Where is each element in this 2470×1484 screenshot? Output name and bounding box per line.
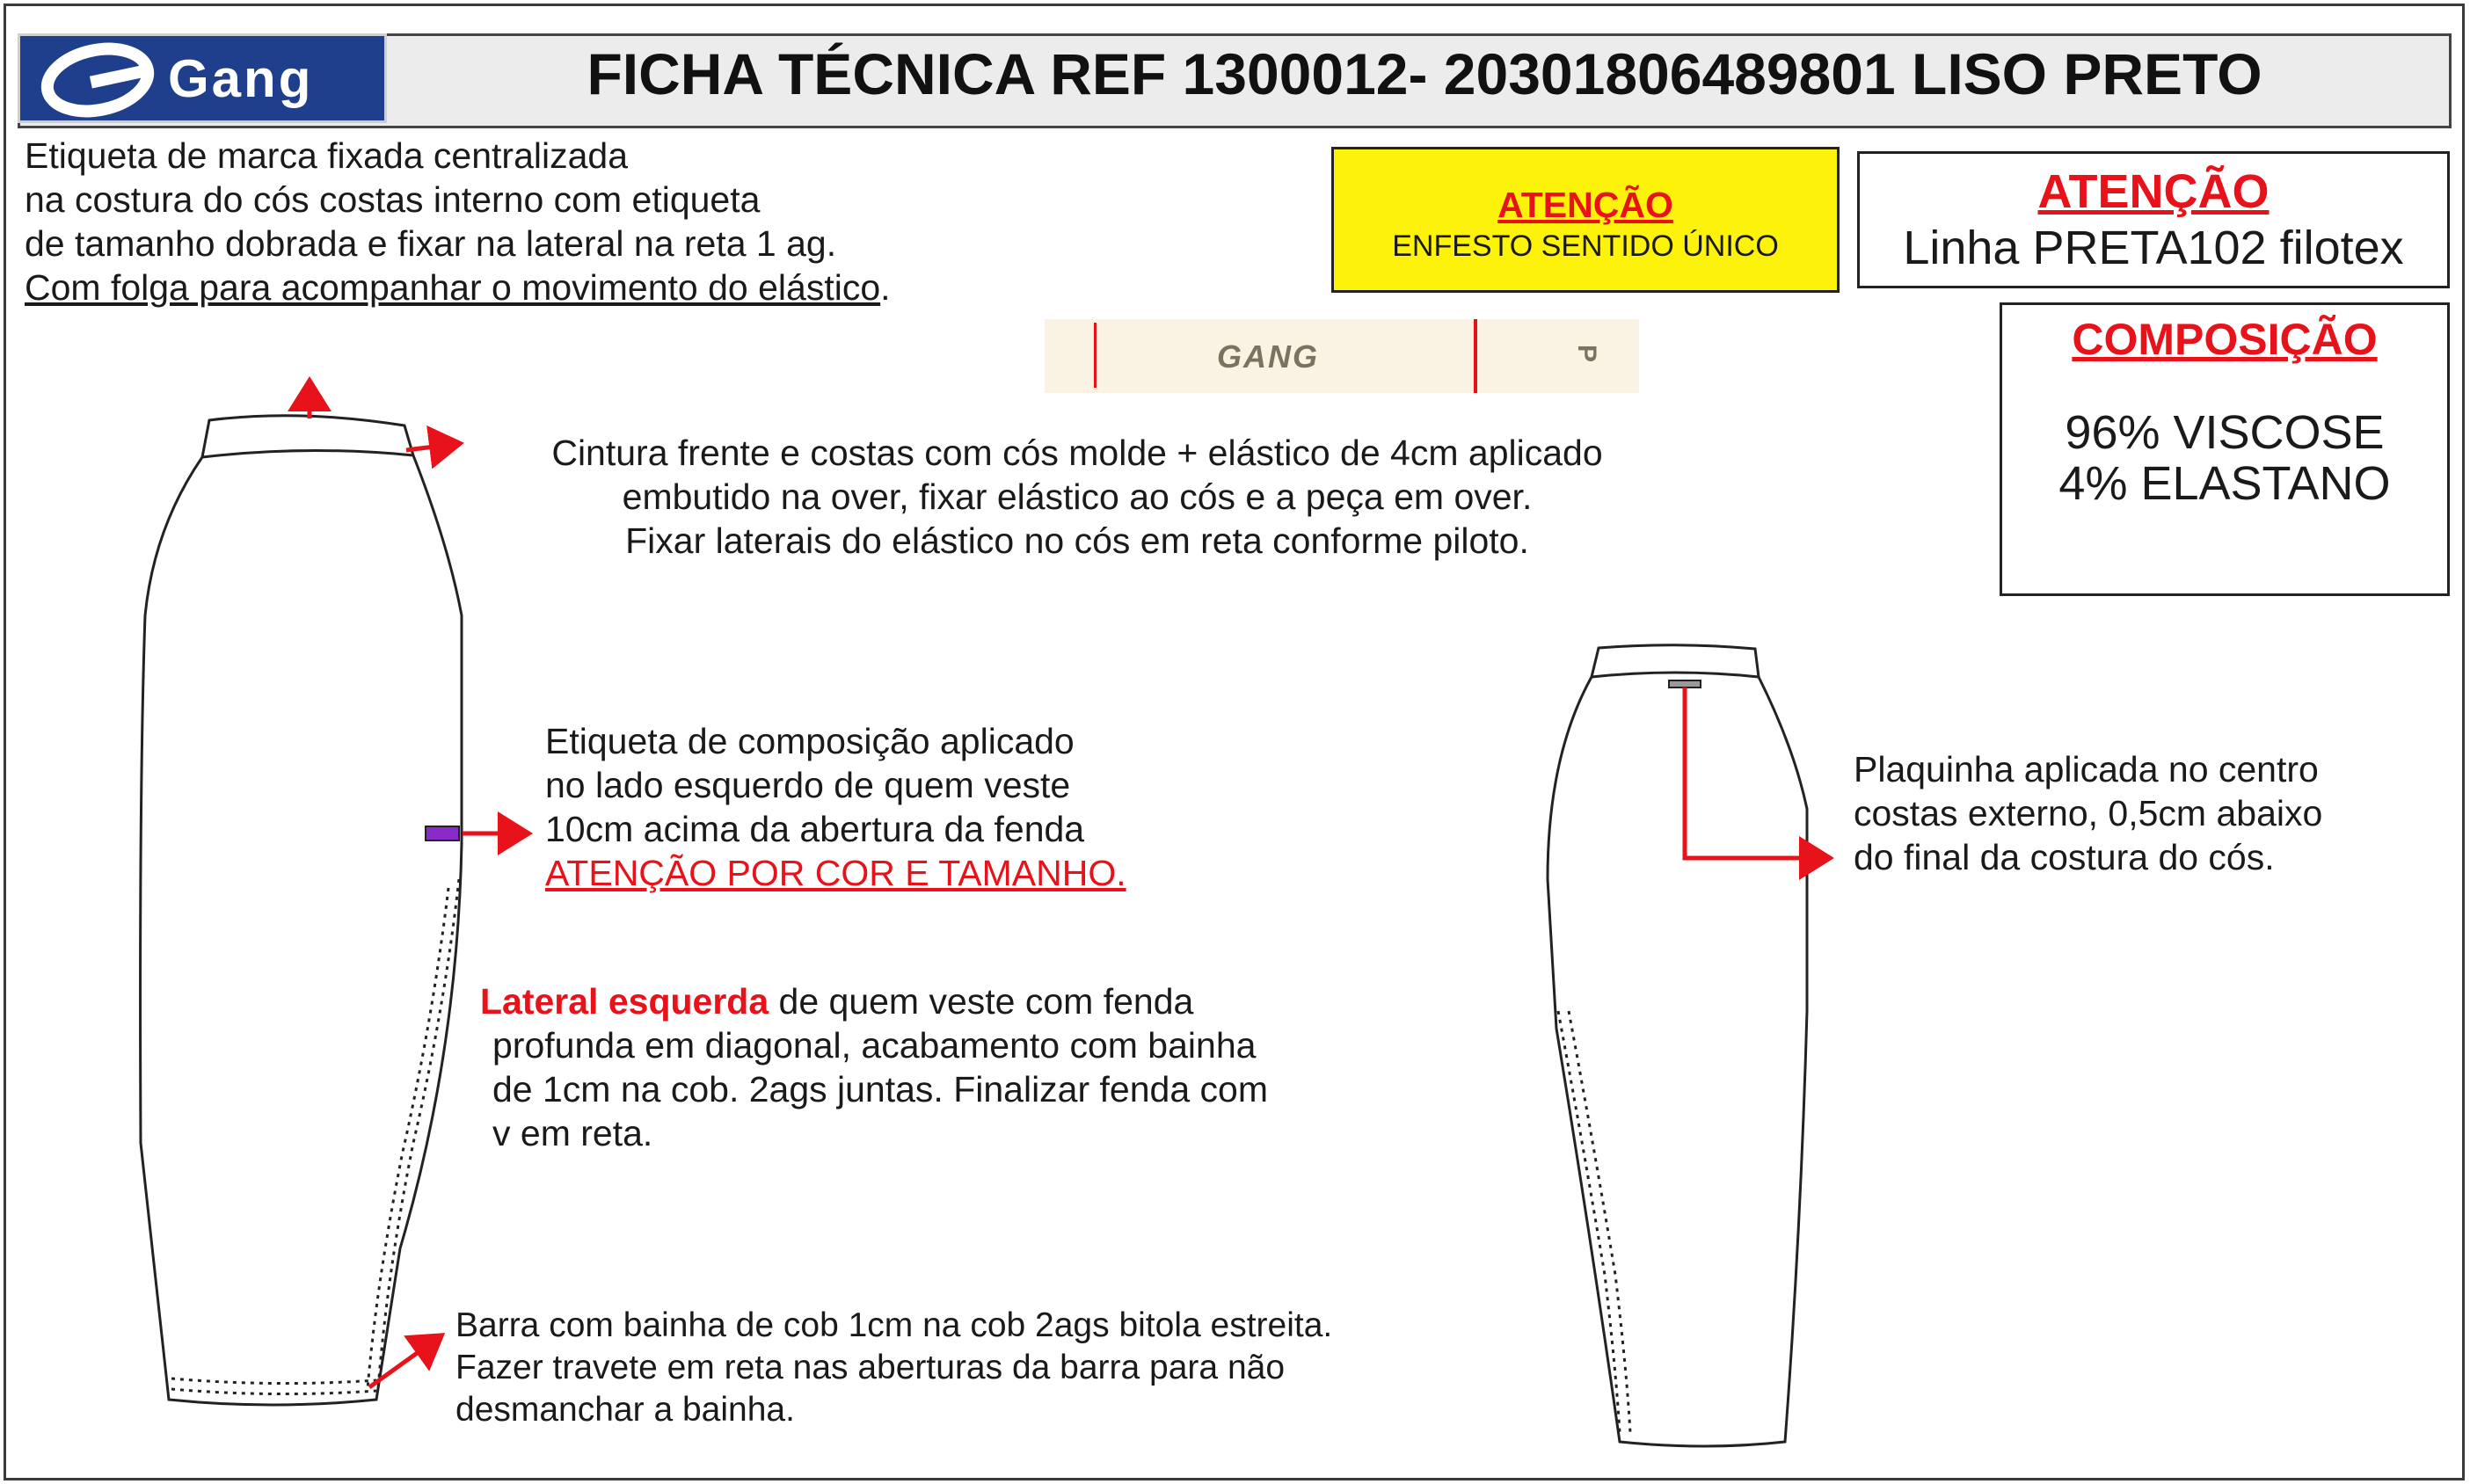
note-line: profunda em diagonal, acabamento com bainha (492, 1025, 1257, 1066)
note-line: Cintura frente e costas com cós molde + elástico de 4cm aplicado (551, 433, 1603, 473)
composition-item: 4% ELASTANO (2058, 457, 2391, 510)
front-skirt-drawing (141, 416, 462, 1405)
plaque-marker (1669, 680, 1701, 687)
arrow-waist (406, 444, 455, 450)
side-slit-note (480, 979, 1268, 1155)
note-line: embutido na over, fixar elástico ao cós e a peça em over. (622, 476, 1533, 517)
note-warning: ATENÇÃO POR COR E TAMANHO. (545, 853, 1126, 893)
note-line: Fixar laterais do elástico no cós em reta conforme piloto. (625, 520, 1529, 561)
back-skirt-drawing (1548, 645, 1807, 1446)
hem-note (455, 1305, 1332, 1431)
page-title: FICHA TÉCNICA REF 1300012- 20301806489801 LISO PRETO (587, 41, 2262, 106)
composition-item: 96% VISCOSE (2065, 406, 2385, 459)
brand-tag-text: GANG (1217, 338, 1319, 375)
note-line: na costura do cós costas interno com etiqueta (25, 179, 761, 220)
composition-title: COMPOSIÇÃO (2072, 315, 2378, 364)
note-line: de tamanho dobrada e fixar na lateral na reta 1 ag. (25, 223, 837, 264)
note-line: desmanchar a bainha. (455, 1391, 795, 1429)
note-line: v em reta. (492, 1113, 653, 1153)
note-highlight: Lateral esquerda (480, 981, 769, 1022)
note-line: 10cm acima da abertura da fenda (545, 809, 1085, 849)
logo-text: Gang (168, 49, 314, 108)
waist-note (479, 431, 1675, 563)
attention-text: ENFESTO SENTIDO ÚNICO (1392, 229, 1779, 263)
note-period: . (880, 267, 891, 308)
size-tag-text: P (1572, 344, 1602, 363)
note-line: Plaquinha aplicada no centro (1854, 749, 2319, 789)
plaque-note (1854, 747, 2322, 879)
note-line: do final da costura do cós. (1854, 837, 2275, 877)
composition-label-marker (426, 826, 459, 840)
note-line: Barra com bainha de cob 1cm na cob 2ags bitola estreita. (455, 1306, 1333, 1344)
attention-title: ATENÇÃO (1497, 185, 1673, 225)
note-line: Etiqueta de composição aplicado (545, 721, 1075, 761)
note-line: costas externo, 0,5cm abaixo (1854, 793, 2323, 833)
note-line: Fazer travete em reta nas aberturas da barra para não (455, 1349, 1286, 1386)
note-line: de quem veste com fenda (769, 981, 1194, 1022)
note-line: de 1cm na cob. 2ags juntas. Finalizar fenda com (492, 1069, 1268, 1109)
composition-label-note (545, 719, 1126, 895)
attention-title: ATENÇÃO (2037, 165, 2270, 218)
note-underlined: Com folga para acompanhar o movimento do elástico (25, 267, 881, 308)
note-line: Etiqueta de marca fixada centralizada (25, 135, 629, 176)
attention-text: Linha PRETA102 filotex (1903, 222, 2404, 274)
note-line: no lado esquerdo de quem veste (545, 765, 1071, 805)
